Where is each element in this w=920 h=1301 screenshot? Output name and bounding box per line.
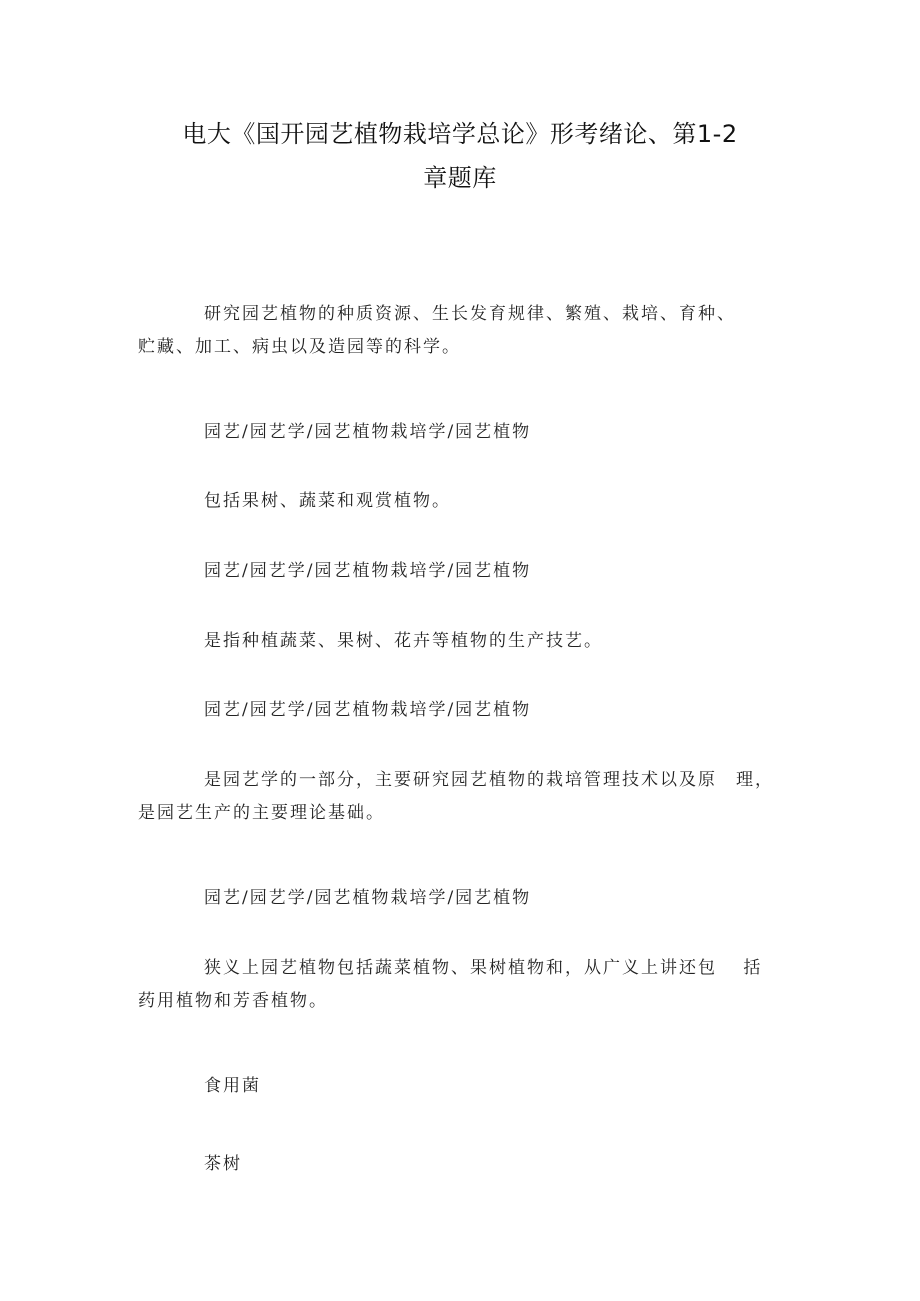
text-line: 园艺/园艺学/园艺植物栽培学/园艺植物	[204, 422, 532, 442]
answer-options-1	[138, 416, 798, 449]
text-line: 是园艺学的一部分，主要研究园艺植物的栽培管理技术以及原 理，	[204, 770, 774, 790]
answer-option-tea-tree	[138, 1148, 798, 1181]
text-line: 狭义上园艺植物包括蔬菜植物、果树植物和，从广义上讲还包 括	[204, 958, 763, 978]
definition-paragraph-4	[138, 764, 798, 830]
text-line: 是园艺生产的主要理论基础。	[138, 803, 385, 823]
document-title	[100, 112, 820, 200]
text-line: 茶树	[204, 1154, 242, 1174]
definition-paragraph-5	[138, 952, 798, 1018]
definition-paragraph-2	[138, 485, 798, 518]
text-line: 贮藏、加工、病虫以及造园等的科学。	[138, 337, 461, 357]
text-line: 园艺/园艺学/园艺植物栽培学/园艺植物	[204, 700, 532, 720]
title-line-2: 章题库	[423, 164, 497, 192]
answer-options-2	[138, 555, 798, 588]
text-line: 是指种植蔬菜、果树、花卉等植物的生产技艺。	[204, 631, 603, 651]
answer-option-edible-fungi	[138, 1070, 798, 1103]
title-line-1: 电大《国开园艺植物栽培学总论》形考绪论、第1-2	[182, 120, 738, 148]
text-line: 园艺/园艺学/园艺植物栽培学/园艺植物	[204, 561, 532, 581]
text-line: 食用菌	[204, 1076, 261, 1096]
answer-options-3	[138, 694, 798, 727]
text-line: 包括果树、蔬菜和观赏植物。	[204, 491, 451, 511]
answer-options-4	[138, 882, 798, 915]
text-line: 研究园艺植物的种质资源、生长发育规律、繁殖、栽培、育种、	[204, 304, 736, 324]
definition-paragraph-1	[138, 298, 798, 364]
text-line: 药用植物和芳香植物。	[138, 991, 328, 1011]
text-line: 园艺/园艺学/园艺植物栽培学/园艺植物	[204, 888, 532, 908]
definition-paragraph-3	[138, 625, 798, 658]
